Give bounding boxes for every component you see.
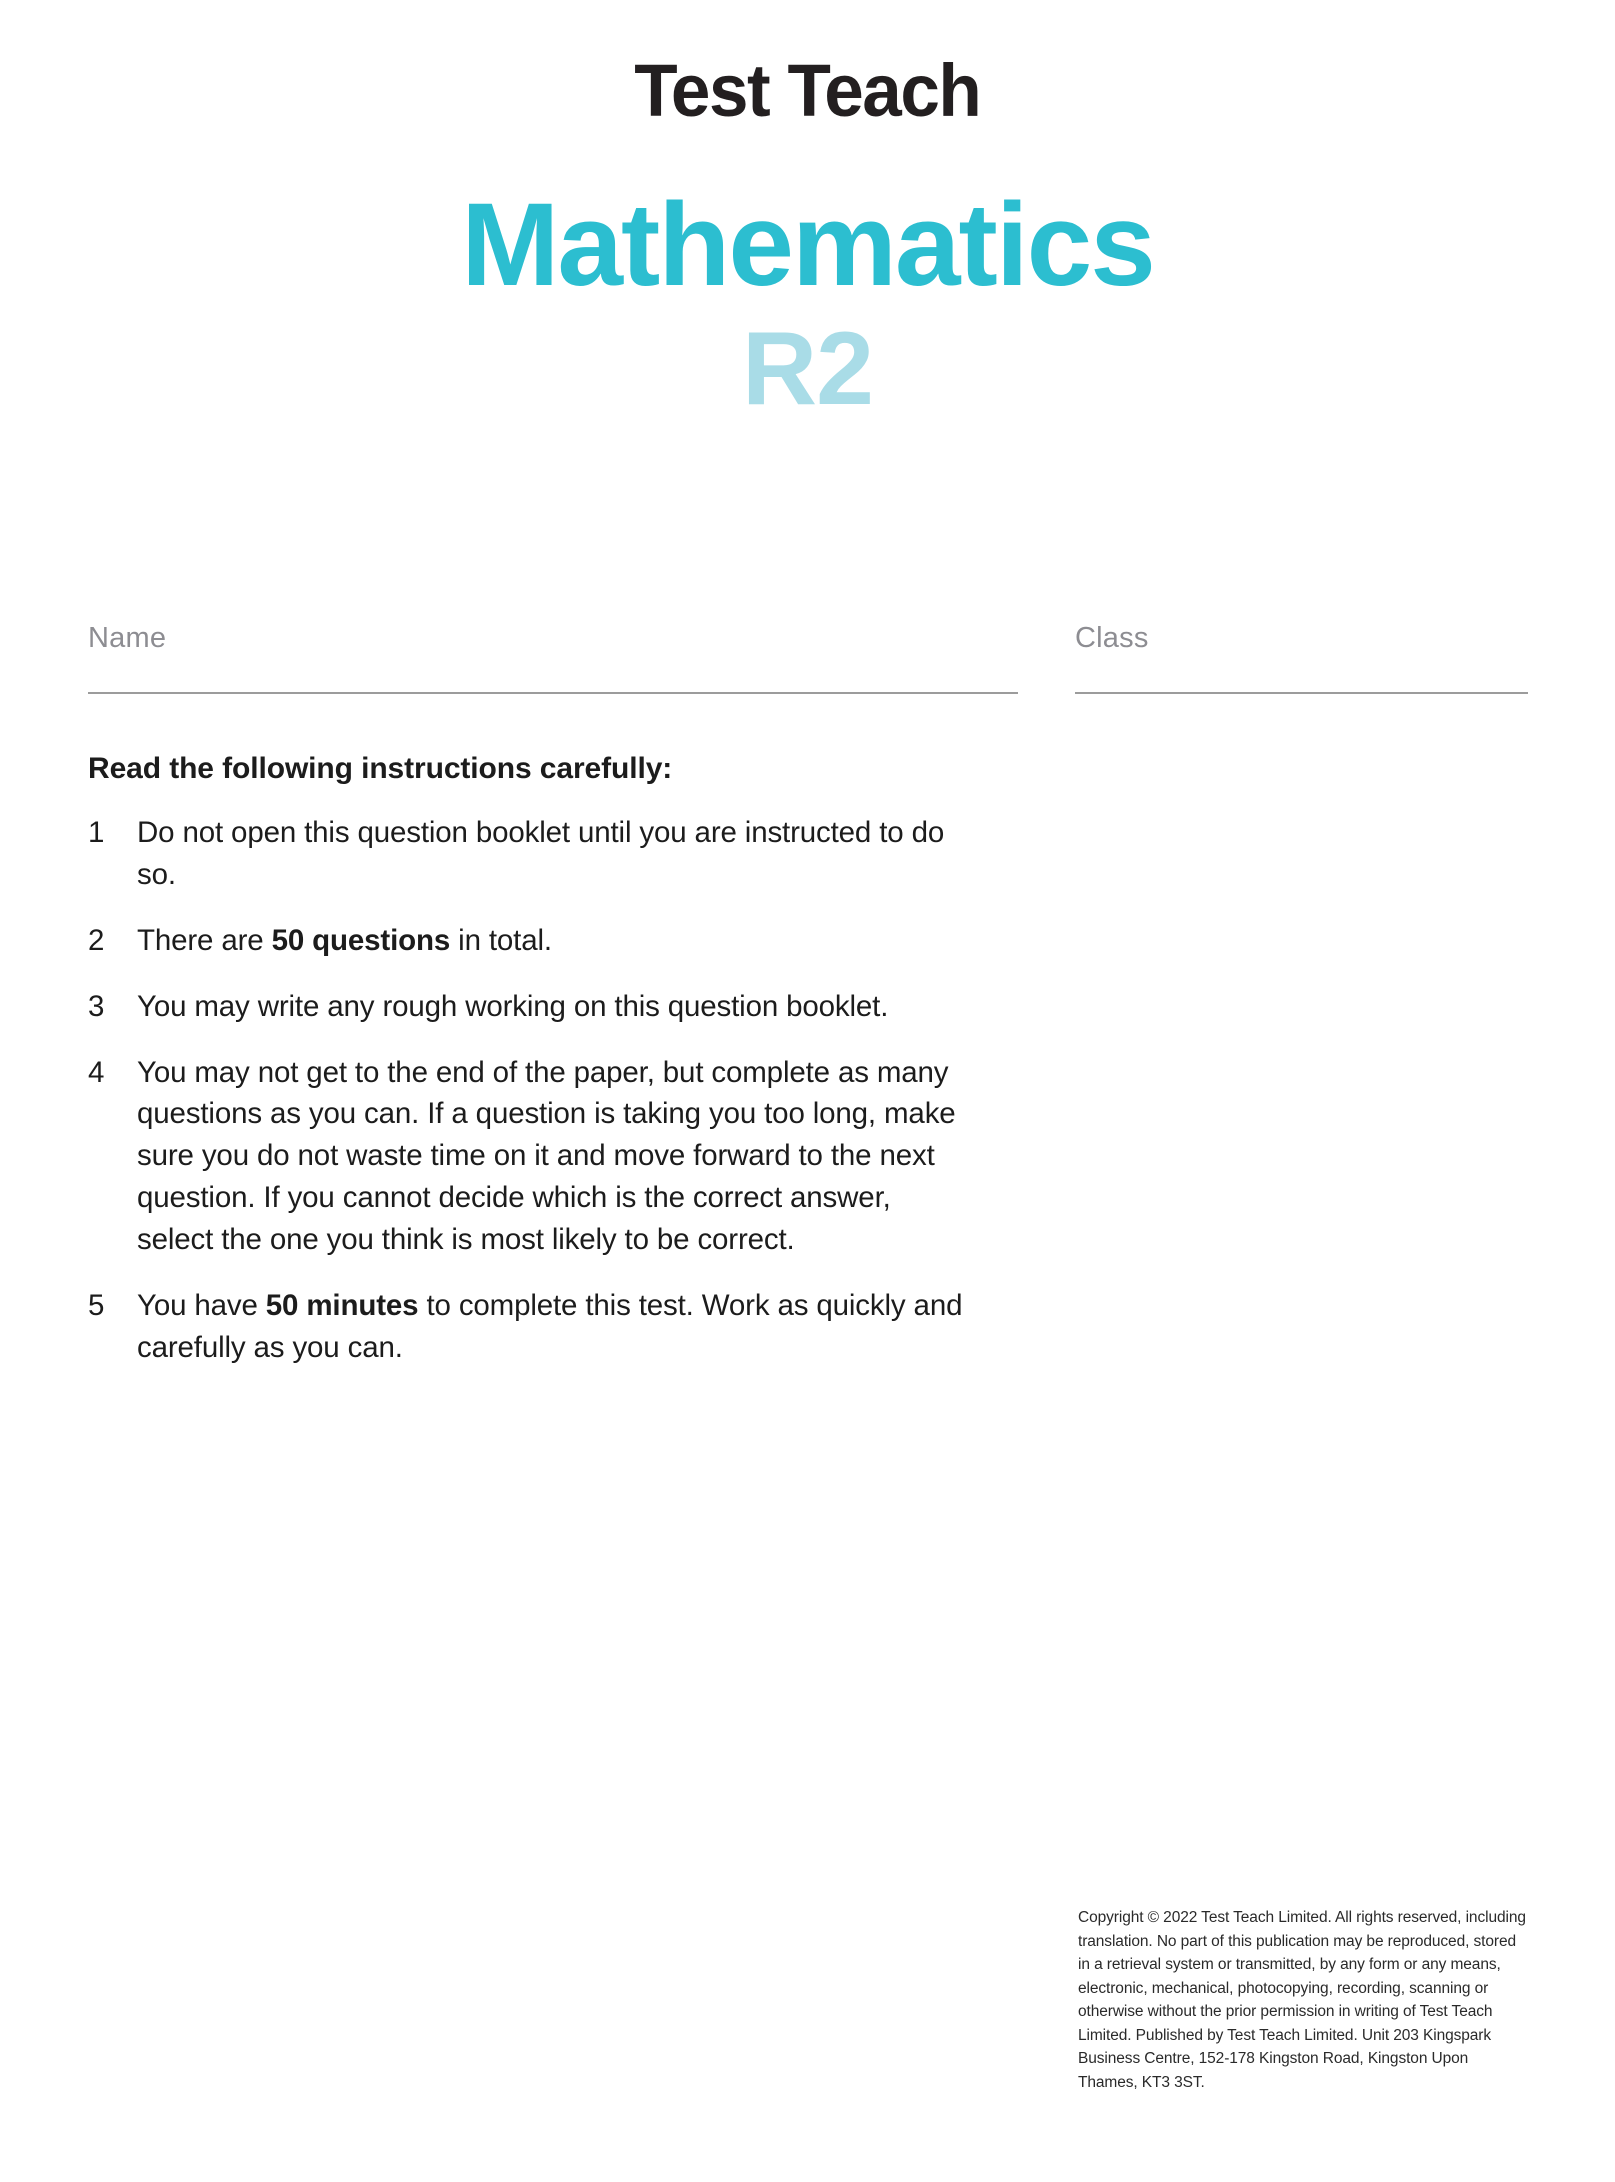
instructions-section [88,752,968,1369]
subject-title: Mathematics [461,179,1154,311]
instruction-text-before: There are [137,923,272,957]
masthead [0,49,1615,132]
instruction-number: 3 [88,989,105,1023]
copyright-notice: Copyright © 2022 Test Teach Limited. All rights reserved, including translation. No part of this publication may be reproduced, stored in a retrieval system or transmitted, by any form or any means, electronic, mechanical, photocopying, recording, scanning or otherwise without the prior permission in writing of Test Teach Limited. Published by Test Teach Limited. Unit 203 Kingspark Business Centre, 152-178 Kingston Road, Kingston Upon Thames, KT3 3ST. [1078,1909,1526,2091]
instruction-text [137,924,552,957]
instruction-text [137,1289,962,1364]
instruction-text-emphasis: 50 questions [271,923,451,957]
instruction-item-4 [88,1052,968,1261]
instruction-text-before: You have [137,1288,266,1322]
name-field[interactable] [88,620,1018,694]
instructions-heading: Read the following instructions carefully: [88,752,673,785]
instruction-text: Do not open this question booklet until you are instructed to do so. [137,816,945,891]
instruction-text: You may write any rough working on this question booklet. [137,989,889,1023]
student-details-fields [88,620,1528,710]
instruction-item-5 [88,1285,968,1369]
instruction-text-after: to complete this test. Work as quickly and carefully as you can. [137,1288,963,1364]
brand-logo: Test Teach [634,49,981,132]
class-field-label: Class [1075,622,1149,654]
instruction-item-2 [88,920,968,962]
instruction-item-1 [88,812,968,896]
instruction-number: 1 [88,816,105,849]
class-field[interactable] [1075,620,1528,694]
paper-code: R2 [742,311,873,428]
instruction-number: 5 [88,1288,105,1322]
title-block [0,179,1615,428]
instruction-text: You may not get to the end of the paper, but complete as many questions as you can. If a question is taking you too long, make sure you do not waste time on it and move forward to the next question. If you cannot decide which is the correct answer, select the one you think is most likely to be correct. [137,1055,956,1256]
instruction-text-emphasis: 50 minutes [265,1288,419,1322]
instruction-number: 4 [88,1055,105,1089]
instruction-item-3 [88,986,968,1028]
instructions-list [88,812,968,1369]
instruction-number: 2 [88,923,105,957]
name-field-label: Name [88,622,167,654]
instruction-text-after: in total. [450,923,552,957]
